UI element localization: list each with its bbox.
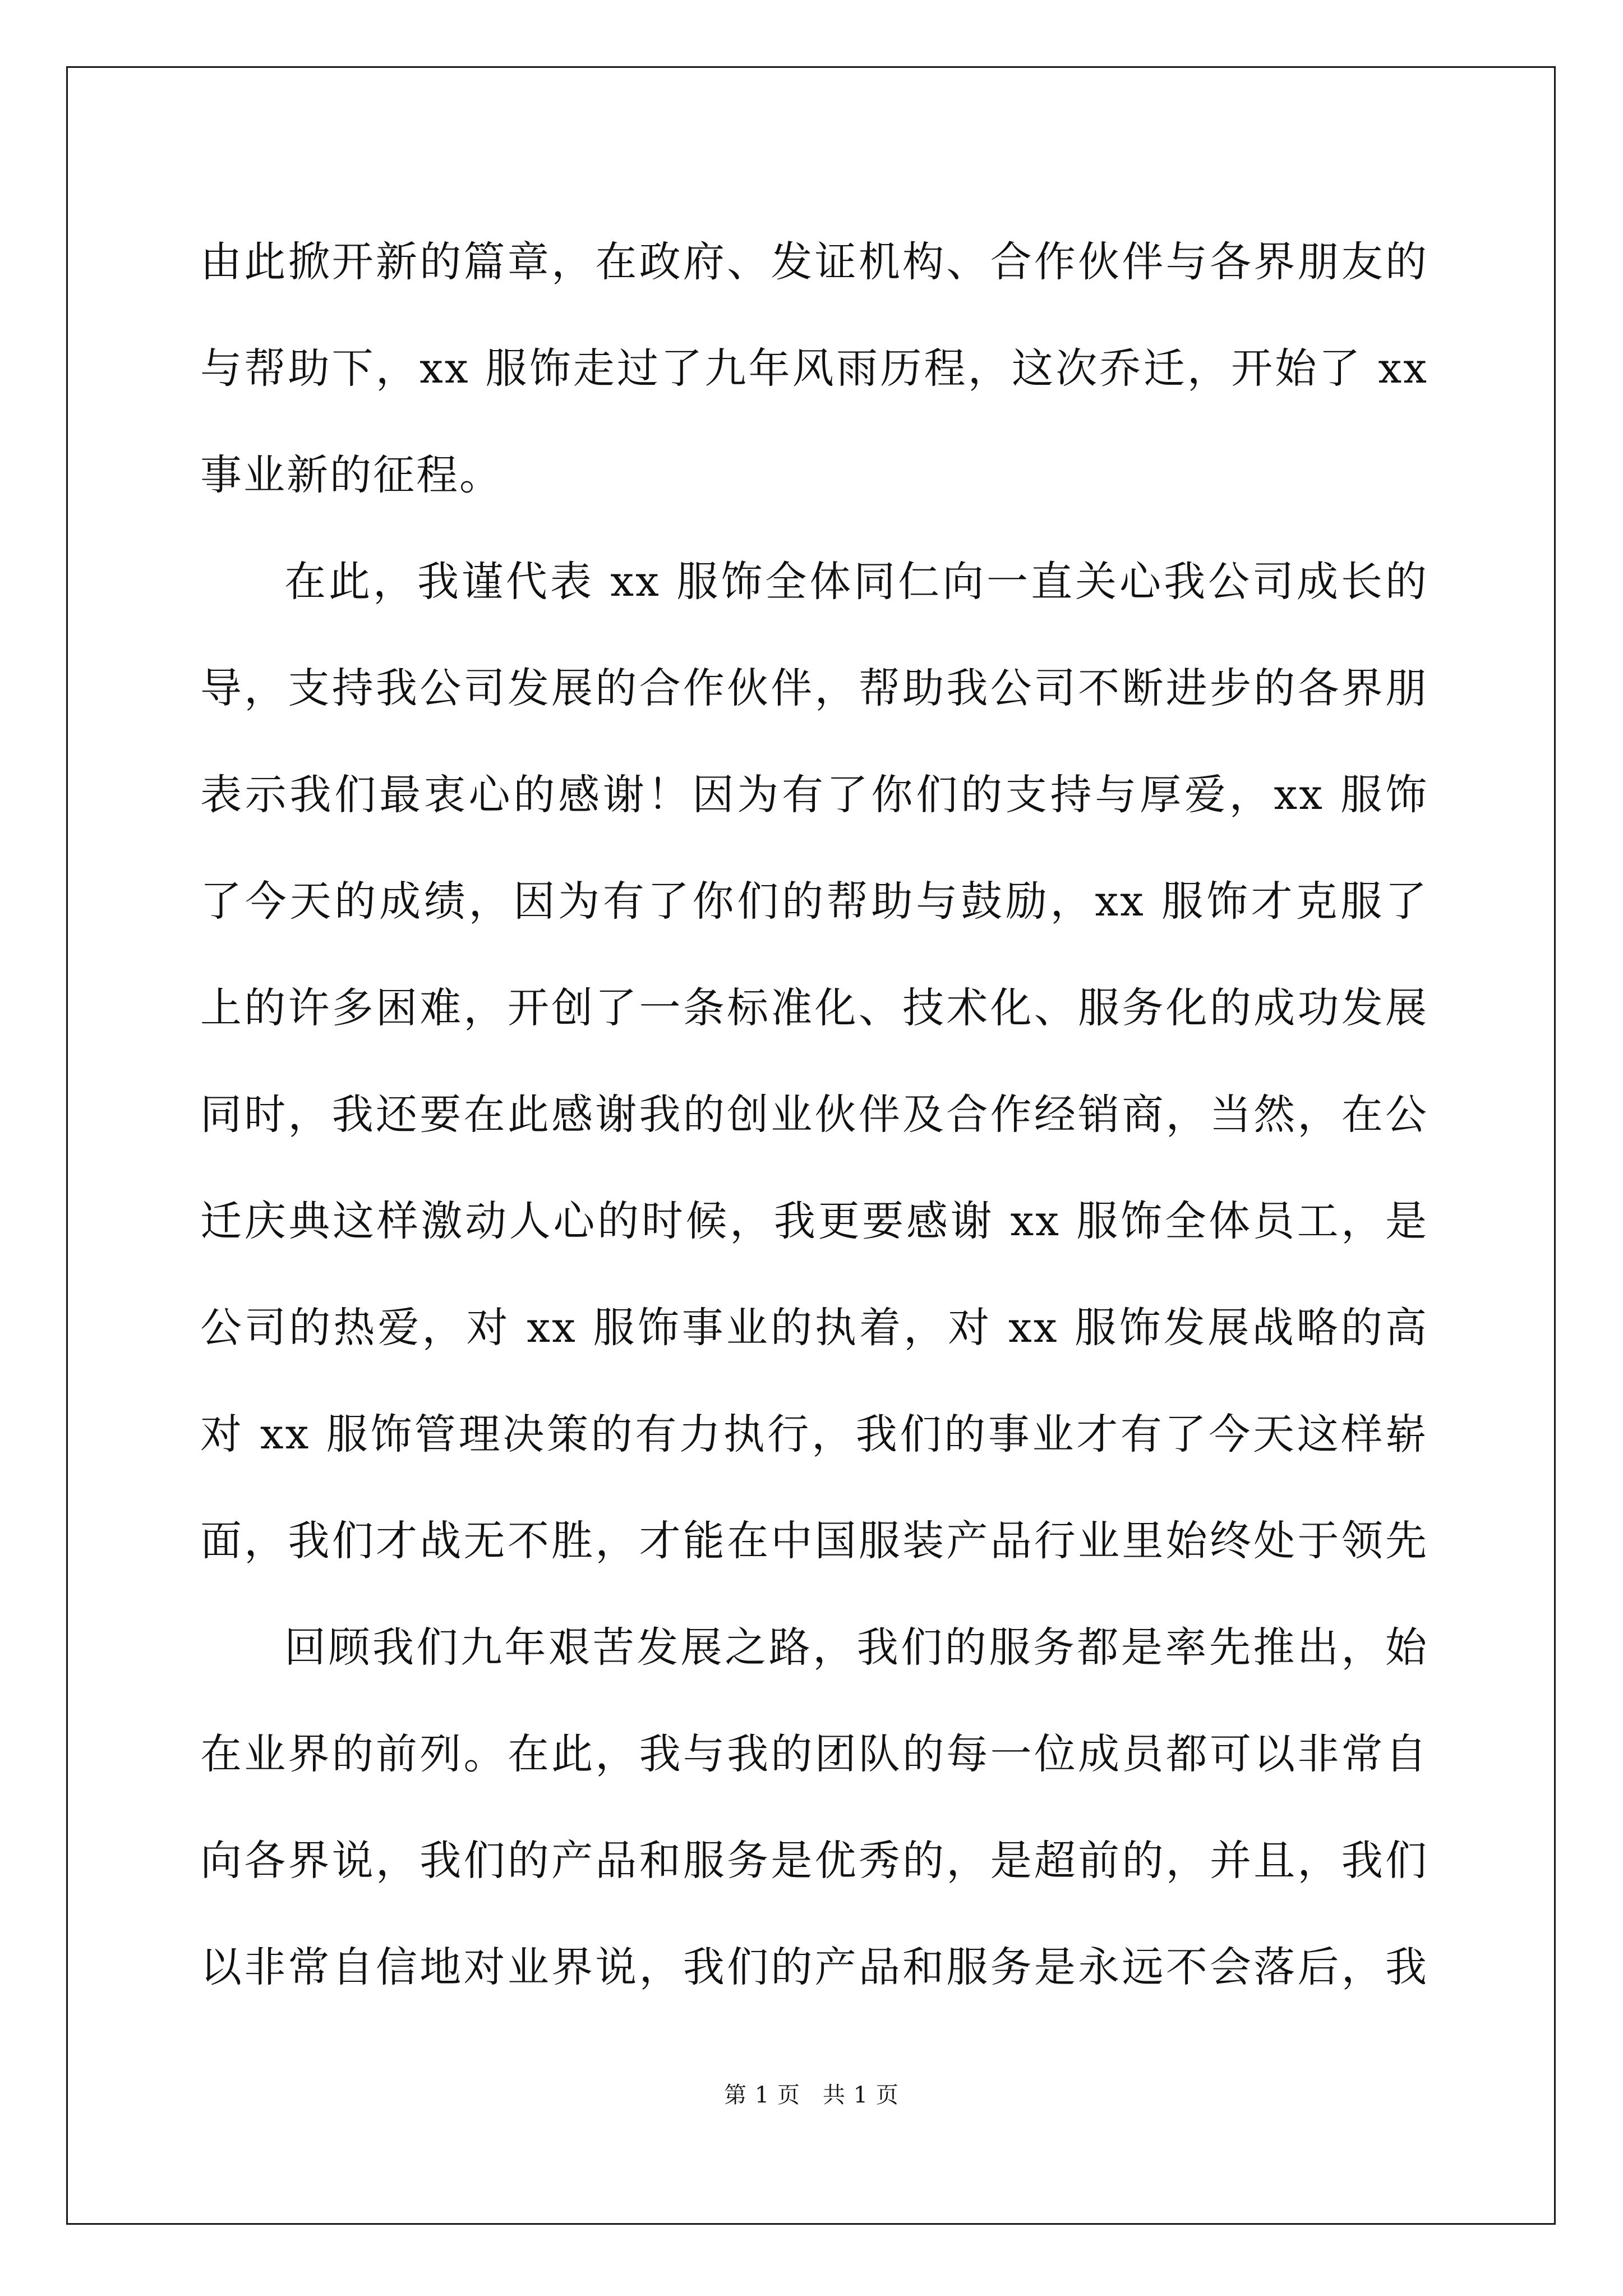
text-line: 对 xx 服饰管理决策的有力执行，我们的事业才有了今天这样崭 [200, 1410, 1428, 1458]
text-line: 导，支持我公司发展的合作伙伴，帮助我公司不断进步的各界朋 [200, 664, 1428, 712]
text-line: 在业界的前列。在此，我与我的团队的每一位成员都可以非常自 [200, 1730, 1428, 1778]
text-line: 由此掀开新的篇章，在政府、发证机构、合作伙伴与各界朋友的 [200, 238, 1428, 286]
page-footer [0, 2078, 1623, 2112]
text-line: 与帮助下，xx 服饰走过了九年风雨历程，这次乔迁，开始了 xx [200, 344, 1428, 393]
text-line: 同时，我还要在此感谢我的创业伙伴及合作经销商，当然，在公 [200, 1091, 1428, 1139]
text-line: 向各界说，我们的产品和服务是优秀的，是超前的，并且，我们 [200, 1837, 1428, 1885]
text-line: 上的许多困难，开创了一条标准化、技术化、服务化的成功发展 [200, 984, 1428, 1032]
text-line: 迁庆典这样激动人心的时候，我更要感谢 xx 服饰全体员工，是 [200, 1197, 1428, 1245]
page-total: 共 1 页 [823, 2082, 899, 2108]
text-line: 面，我们才战无不胜，才能在中国服装产品行业里始终处于领先 [200, 1517, 1428, 1565]
text-line: 了今天的成绩，因为有了你们的帮助与鼓励，xx 服饰才克服了 [200, 877, 1428, 926]
text-line: 公司的热爱，对 xx 服饰事业的执着，对 xx 服饰发展战略的高 [200, 1304, 1428, 1352]
paragraph-first-line: 在此，我谨代表 xx 服饰全体同仁向一直关心我公司成长的 [284, 558, 1428, 606]
text-line: 以非常自信地对业界说，我们的产品和服务是永远不会落后，我 [200, 1943, 1428, 1991]
document-body [200, 209, 1428, 2021]
paragraph-first-line: 回顾我们九年艰苦发展之路，我们的服务都是率先推出，始 [284, 1623, 1428, 1672]
text-line: 事业新的征程。 [200, 451, 502, 499]
page-number: 第 1 页 [724, 2082, 800, 2108]
text-line: 表示我们最衷心的感谢！因为有了你们的支持与厚爱，xx 服饰 [200, 771, 1428, 819]
